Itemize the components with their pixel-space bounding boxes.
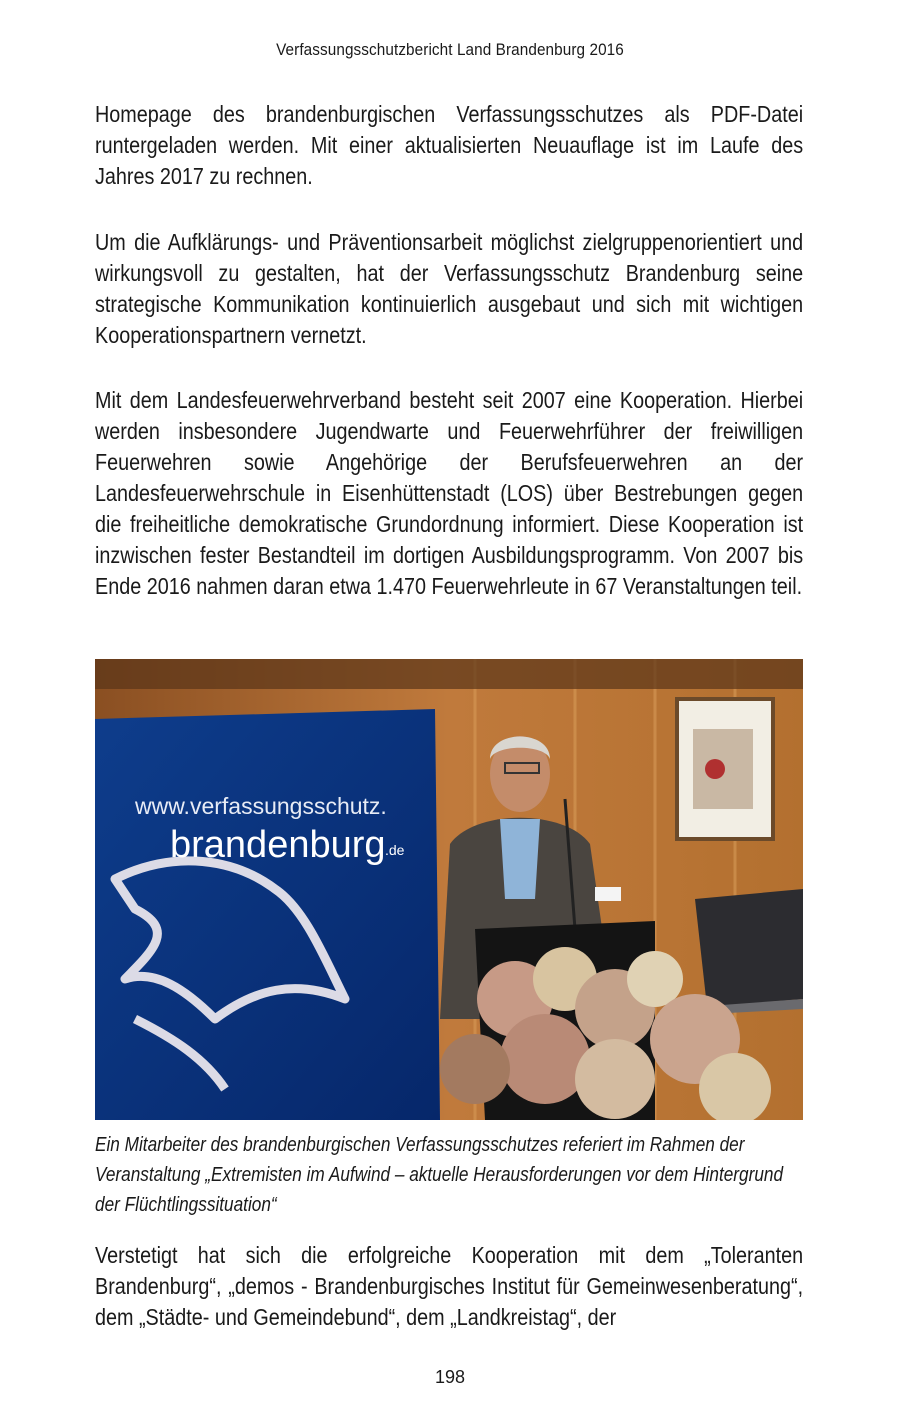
laptop — [695, 889, 803, 1007]
caption-text: Ein Mitarbeiter des brandenburgischen Verfassungsschutzes referiert im Rahmen der Veranstaltung „Extremisten im Aufwind – aktuelle Herausforderungen vor dem Hintergrund der Flüchtlingssituation“ — [95, 1134, 784, 1216]
banner-tld: .de — [385, 842, 405, 858]
event-photo — [95, 659, 803, 1120]
paragraph-text: Um die Aufklärungs- und Präventionsarbeit möglichst zielgruppenorientiert und wirkungsvoll zu gestalten, hat der Verfassungsschutz Brandenburg seine strategische Kommunikation kontinuierlich ausgebaut und sich mit wichtigen Kooperationspartnern vernetzt. — [95, 229, 804, 348]
paragraph-text: Homepage des brandenburgischen Verfassungsschutzes als PDF-Datei runtergeladen werden. Mit einer aktualisierten Neuauflage ist im Laufe des Jahres 2017 zu rechnen. — [95, 101, 804, 189]
photo-caption — [95, 1130, 807, 1220]
paragraph-communication — [95, 227, 803, 351]
running-header: Verfassungsschutzbericht Land Brandenburg 2016 — [276, 40, 624, 59]
page-number: 198 — [434, 1367, 466, 1387]
banner-name: brandenburg — [170, 824, 386, 866]
paragraph-text: Mit dem Landesfeuerwehrverband besteht seit 2007 eine Kooperation. Hierbei werden insbesondere Jugendwarte und Feuerwehrführer der freiwilligen Feuerwehren sowie Angehörige der Berufsfeuerwehren an der Landesfeuerwehrschule in Eisenhüttenstadt (LOS) über Bestrebungen gegen die freiheitliche demokratische Grundordnung informiert. Diese Kooperation ist inzwischen fester Bestandteil im dortigen Ausbildungsprogramm. Von 2007 bis Ende 2016 nahmen daran etwa 1.470 Feuerwehrleute in 67 Veranstaltungen teil. — [95, 387, 804, 599]
paragraph-cooperation — [95, 1240, 803, 1333]
banner-url: www.verfassungsschutz. — [135, 793, 387, 819]
paragraph-fire-brigade — [95, 385, 803, 602]
photo-illustration — [95, 659, 803, 1120]
paragraph-homepage — [95, 99, 803, 192]
paragraph-text: Verstetigt hat sich die erfolgreiche Kooperation mit dem „Toleranten Brandenburg“, „demos - Brandenburgisches Institut für Gemeinwesenberatung“, dem „Städte- und Gemeindebund“, dem „Landkreistag“, der — [95, 1242, 803, 1330]
